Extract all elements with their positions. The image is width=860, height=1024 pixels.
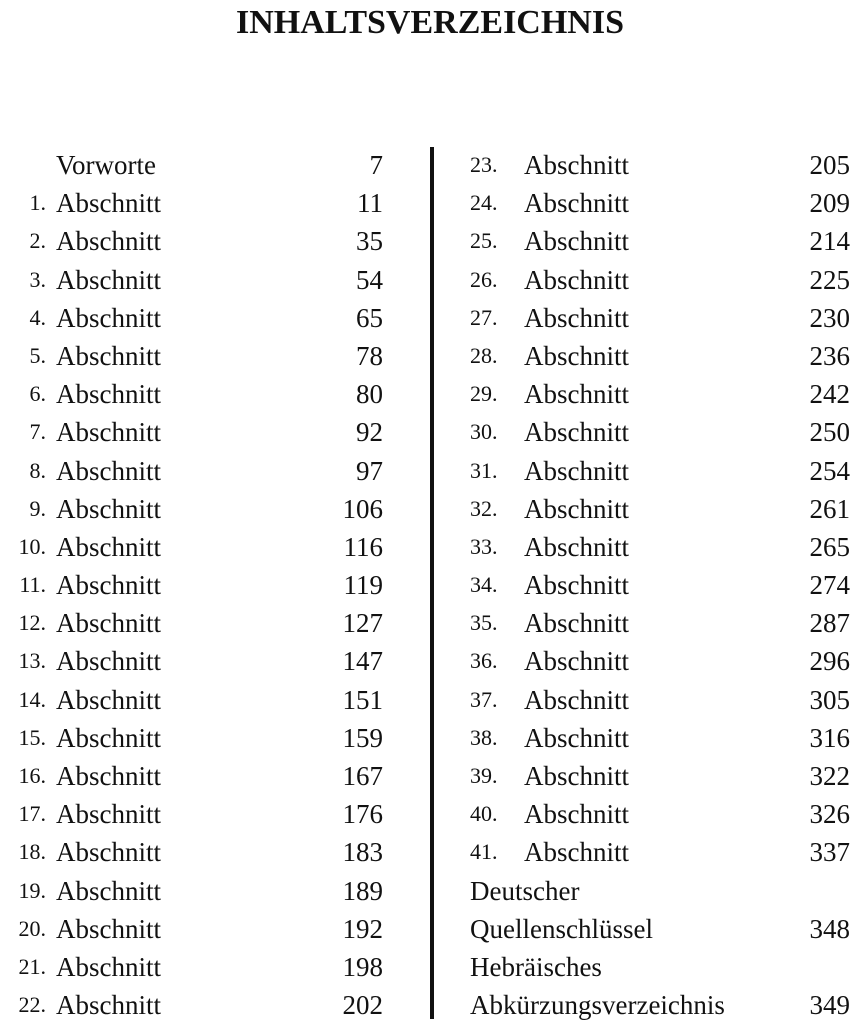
entry-number: 23. (470, 152, 498, 177)
entry-label: Abschnitt (524, 340, 629, 371)
entry-number: 32. (470, 495, 498, 521)
entry-label: Abschnitt (56, 493, 161, 524)
toc-entry (0, 642, 395, 680)
entry-number: 29. (470, 381, 498, 407)
entry-page-number: 250 (809, 417, 850, 448)
toc-entry (466, 948, 860, 986)
toc-entry (0, 375, 395, 413)
toc-entry (0, 910, 395, 948)
entry-page-number: 119 (343, 570, 383, 601)
toc-entry (466, 184, 860, 222)
entry-page-number: 192 (342, 913, 383, 944)
entry-label: Abschnitt (524, 761, 629, 791)
entry-page-number: 225 (809, 264, 850, 295)
toc-entry (466, 719, 860, 757)
entry-page-number: 78 (356, 340, 383, 371)
toc-entry (466, 566, 860, 604)
entry-label: Abschnitt (56, 226, 161, 257)
entry-number: 3. (29, 266, 46, 292)
entry-page-number: 296 (809, 646, 850, 677)
entry-label: Abschnitt (56, 608, 161, 639)
entry-page-number: 337 (809, 837, 850, 868)
entry-label: Abschnitt (524, 646, 629, 677)
entry-label: Abschnitt (524, 799, 629, 830)
entry-label: Abschnitt (524, 302, 629, 333)
entry-number: 2. (29, 228, 46, 254)
entry-label: Abschnitt (56, 722, 161, 753)
entry-number: 18. (18, 839, 46, 865)
entry-page-number: 97 (356, 455, 383, 486)
entry-label: Abschnitt (56, 417, 161, 448)
toc-entry (466, 910, 860, 948)
entry-page-number: 189 (342, 875, 383, 906)
entry-page-number: 242 (809, 379, 850, 410)
column-divider (430, 147, 434, 1019)
toc-entry (0, 146, 395, 184)
entry-number: 12. (18, 610, 46, 636)
entry-number: 33. (470, 533, 498, 559)
toc-entry (466, 872, 860, 910)
entry-label: Abschnitt (524, 417, 629, 448)
toc-entry (466, 490, 860, 528)
entry-number: 20. (18, 915, 46, 941)
entry-number: 11. (19, 572, 46, 598)
entry-page-number: 265 (809, 531, 850, 562)
toc-entry (0, 681, 395, 719)
entry-label: Abschnitt (524, 722, 629, 753)
entry-page-number: 326 (809, 799, 850, 830)
entry-label: Abschnitt (56, 340, 161, 371)
entry-page-number: 183 (342, 837, 383, 868)
toc-entry (0, 719, 395, 757)
entry-page-number: 202 (342, 990, 383, 1021)
toc-entry (466, 146, 860, 184)
entry-number: 14. (18, 686, 46, 712)
entry-page-number: 209 (809, 188, 850, 219)
entry-label: Vorworte (56, 150, 156, 180)
entry-number: 15. (18, 724, 46, 750)
entry-number: 38. (470, 724, 498, 750)
toc-entry (0, 833, 395, 871)
entry-label: Quellenschlüssel (470, 913, 653, 944)
entry-label: Abschnitt (56, 761, 161, 791)
entry-label: Abschnitt (524, 264, 629, 295)
toc-entry (0, 413, 395, 451)
toc-entry (0, 490, 395, 528)
toc-entry (466, 757, 860, 795)
entry-page-number: 254 (809, 455, 850, 486)
toc-entry (466, 375, 860, 413)
entry-number: 24. (470, 190, 498, 216)
toc-entry (0, 261, 395, 299)
toc-entry (0, 222, 395, 260)
toc-entry (466, 413, 860, 451)
entry-label: Abschnitt (524, 608, 629, 639)
entry-label: Abschnitt (56, 837, 161, 868)
toc-entry (466, 337, 860, 375)
entry-page-number: 167 (342, 761, 383, 791)
toc-entry (0, 566, 395, 604)
toc-entry (466, 222, 860, 260)
entry-label: Abschnitt (524, 837, 629, 868)
entry-number: 19. (18, 877, 46, 903)
toc-entry (0, 604, 395, 642)
entry-label: Abschnitt (524, 684, 629, 715)
entry-number: 16. (18, 763, 46, 788)
entry-page-number: 230 (809, 302, 850, 333)
entry-page-number: 54 (356, 264, 383, 295)
entry-number: 22. (18, 992, 46, 1018)
entry-label: Abschnitt (524, 493, 629, 524)
toc-entry (466, 642, 860, 680)
entry-label: Abschnitt (56, 913, 161, 944)
toc-entry (0, 528, 395, 566)
entry-page-number: 205 (809, 150, 850, 180)
entry-number: 10. (18, 533, 46, 559)
entry-page-number: 349 (809, 990, 850, 1021)
entry-label: Abschnitt (56, 875, 161, 906)
entry-page-number: 147 (342, 646, 383, 677)
toc-entry (0, 452, 395, 490)
entry-number: 21. (18, 953, 46, 979)
entry-number: 41. (470, 839, 498, 865)
entry-label: Abschnitt (56, 951, 161, 982)
entry-label: Abschnitt (56, 990, 161, 1021)
entry-page-number: 151 (342, 684, 383, 715)
toc-entry (0, 757, 395, 795)
entry-page-number: 305 (809, 684, 850, 715)
entry-number: 37. (470, 686, 498, 712)
entry-number: 36. (470, 648, 498, 674)
entry-number: 9. (29, 495, 46, 521)
entry-label: Abschnitt (56, 531, 161, 562)
entry-label: Abschnitt (56, 455, 161, 486)
entry-label: Abschnitt (524, 570, 629, 601)
toc-entry (0, 986, 395, 1024)
entry-page-number: 176 (342, 799, 383, 830)
entry-label: Abschnitt (56, 646, 161, 677)
entry-page-number: 348 (809, 913, 850, 944)
entry-label: Abschnitt (56, 302, 161, 333)
toc-entry (466, 452, 860, 490)
entry-number: 27. (470, 304, 498, 330)
entry-label: Hebräisches (470, 951, 602, 982)
toc-entry (466, 604, 860, 642)
page-title: INHALTSVERZEICHNIS (236, 4, 624, 41)
entry-number: 34. (470, 572, 498, 598)
toc-entry (0, 872, 395, 910)
entry-page-number: 287 (809, 608, 850, 639)
toc-entry (0, 948, 395, 986)
entry-number: 4. (29, 304, 46, 330)
entry-label: Abschnitt (56, 264, 161, 295)
toc-right-column (466, 146, 860, 1024)
entry-label: Abschnitt (56, 799, 161, 830)
entry-label: Abschnitt (524, 379, 629, 410)
entry-number: 35. (470, 610, 498, 636)
entry-page-number: 198 (342, 951, 383, 982)
toc-entry (0, 299, 395, 337)
entry-page-number: 159 (342, 722, 383, 753)
entry-page-number: 116 (343, 531, 383, 562)
entry-label: Deutscher (470, 875, 580, 906)
toc-entry (466, 299, 860, 337)
entry-page-number: 7 (369, 150, 383, 180)
entry-label: Abschnitt (56, 188, 161, 219)
entry-page-number: 236 (809, 340, 850, 371)
entry-number: 1. (29, 190, 46, 216)
entry-number: 7. (29, 419, 46, 445)
entry-page-number: 106 (342, 493, 383, 524)
entry-number: 28. (470, 342, 498, 368)
entry-label: Abschnitt (56, 379, 161, 410)
entry-label: Abschnitt (524, 531, 629, 562)
toc-entry (466, 261, 860, 299)
toc-entry (0, 184, 395, 222)
toc-entry (466, 681, 860, 719)
entry-page-number: 11 (357, 188, 383, 219)
entry-number: 30. (470, 419, 498, 445)
entry-label: Abkürzungsverzeichnis (470, 990, 725, 1021)
toc-entry (0, 795, 395, 833)
entry-label: Abschnitt (56, 684, 161, 715)
entry-number: 26. (470, 266, 498, 292)
entry-number: 6. (29, 381, 46, 407)
entry-number: 39. (470, 763, 498, 788)
toc-entry (466, 795, 860, 833)
entry-page-number: 80 (356, 379, 383, 410)
entry-page-number: 35 (356, 226, 383, 257)
toc-entry (466, 833, 860, 871)
entry-page-number: 274 (809, 570, 850, 601)
toc-entry (466, 528, 860, 566)
toc-left-column (0, 146, 395, 1024)
entry-number: 5. (29, 342, 46, 368)
entry-label: Abschnitt (524, 226, 629, 257)
entry-label: Abschnitt (524, 150, 629, 180)
entry-number: 25. (470, 228, 498, 254)
entry-page-number: 92 (356, 417, 383, 448)
entry-number: 17. (18, 801, 46, 827)
entry-page-number: 322 (809, 761, 850, 791)
toc-entry (466, 986, 860, 1024)
entry-label: Abschnitt (56, 570, 161, 601)
entry-number: 31. (470, 457, 498, 483)
entry-page-number: 214 (809, 226, 850, 257)
toc-entry (0, 337, 395, 375)
entry-page-number: 65 (356, 302, 383, 333)
entry-label: Abschnitt (524, 188, 629, 219)
entry-number: 13. (18, 648, 46, 674)
entry-page-number: 127 (342, 608, 383, 639)
entry-page-number: 261 (809, 493, 850, 524)
entry-number: 40. (470, 801, 498, 827)
entry-number: 8. (29, 457, 46, 483)
entry-label: Abschnitt (524, 455, 629, 486)
entry-page-number: 316 (809, 722, 850, 753)
